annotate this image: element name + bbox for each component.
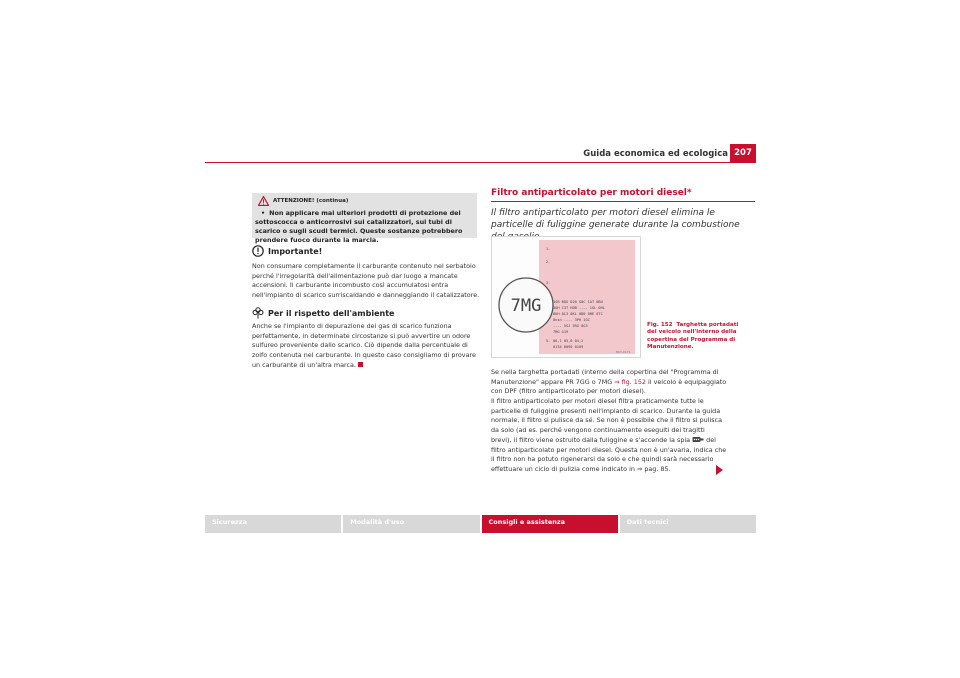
code-row-6: 7MG G19	[553, 330, 569, 334]
footer-tab-dati-tecnici[interactable]: Dati tecnici	[620, 515, 756, 533]
warning-bullet: •	[261, 209, 266, 217]
figure-cross-reference-link[interactable]: ⇒ fig. 152	[614, 377, 646, 386]
magnified-code: 7MG	[510, 296, 542, 316]
paragraph-dpf-identification	[491, 368, 727, 397]
data-plate-card	[539, 240, 635, 354]
warning-triangle-icon	[258, 196, 269, 206]
figure-caption-number: Fig. 152	[647, 322, 673, 328]
vehicle-data-plate-figure	[491, 236, 641, 358]
row-label-2: 2.	[546, 260, 551, 264]
exclamation-icon	[252, 245, 264, 257]
data-plate-illustration	[492, 237, 640, 357]
environment-text	[252, 322, 480, 371]
continue-arrow-icon	[716, 465, 723, 475]
important-title: Importante!	[268, 246, 323, 256]
bottom-row-2: 0134 0090 0109	[553, 345, 584, 349]
flower-icon	[252, 307, 264, 319]
footer-tab-consigli-assistenza[interactable]: Consigli e assistenza	[482, 515, 618, 533]
figure-caption-text: Targhetta portadati del veicolo nell'interno della copertina del Programma di Manutenzione.	[647, 322, 739, 350]
footer-nav	[205, 515, 756, 533]
footer-tab-sicurezza[interactable]: Sicurezza	[205, 515, 341, 533]
important-heading	[252, 245, 322, 257]
paragraph-dpf-function	[491, 397, 727, 475]
code-row-1: 1SB BDG D20 G0C 1AT 0BU	[553, 300, 603, 304]
page-number: 207	[730, 144, 756, 162]
para1-before: Se nella targhetta portadati (interno della copertina del "Programma di Manutenzione" appare PR 7GG o 7MG	[491, 368, 719, 386]
section-title: Filtro antiparticolato per motori diesel*	[491, 188, 692, 198]
warning-label: ATTENZIONE! (continua)	[273, 198, 349, 204]
environment-body: Anche se l'impianto di depurazione dei gas di scarico funziona perfettamente, in determinate circostanze si può avvertire un odore sulfureo proveniente dallo scarico. Ciò dipende dalla percentuale di zolfo contenuta nel carburante. In questo caso consigliamo di provare un carburante di un'altra marca.	[252, 322, 476, 369]
header-title: Guida economica ed ecologica	[583, 149, 728, 159]
environment-heading	[252, 307, 394, 319]
section-divider	[491, 201, 755, 202]
warning-text	[255, 209, 475, 245]
important-text: Non consumare completamente il carburante contenuto nel serbatoio perché l'irregolarità dell'alimentazione può dar luogo a mancate accensioni. Il carburante incombusto così accumulatosi entra nell'impianto di scarico surriscaldando e danneggiando il catalizzatore.	[252, 262, 480, 300]
code-row-3: 8UH 0L3 0KL 0B0 0HE 0TC	[553, 312, 603, 316]
code-row-4: 0nsn ---- 3PH 1GC	[553, 318, 590, 322]
para2-after: del filtro antiparticolato per motori diesel. Questa non è un'avaria, indica che il filtro non ha potuto rigenerarsi da solo e che quindi sarà necessario effettuare un ciclo di pulizia come indicato in ⇒ pag. 85.	[491, 435, 727, 473]
bottom-row-1: 06,1 05,6 04,2	[553, 339, 584, 343]
section-subtitle: Il filtro antiparticolato per motori diesel elimina le particelle di fuliggine generate durante la combustione	[491, 208, 740, 230]
dpf-warning-lamp-icon	[692, 436, 704, 443]
environment-title: Per il rispetto dell'ambiente	[268, 308, 395, 318]
row-label-1: 1.	[546, 247, 551, 251]
para2-before: Il filtro antiparticolato per motori diesel filtra praticamente tutte le particelle di fuliggine presenti nell'impianto di scarico. Durante la guida normale, il filtro si pulisce da sé. Se non è possibile che il filtro si pulisca da solo (ad es. perché vengono continuamente eseguiti dei tragitti brevi), il filtro viene ostruito dalla fuliggine e s'accende la spia	[491, 397, 723, 444]
para1-after: il veicolo è equipaggiato con DPF (filtro antiparticolato per motori diesel).	[491, 377, 727, 396]
code-row-2: 3OH C3T H0B ---- 1GL 0HL	[553, 306, 605, 310]
warning-body: Non applicare mai ulteriori prodotti di protezione del sottoscocca o anticorrosivi sui catalizzatori, sui tubi di scarico o sugli scudi termici. Queste sostanze potrebbero prendere fuoco durante la marcia.	[255, 209, 463, 244]
row-label-5: 5.	[546, 339, 551, 343]
header-divider	[205, 162, 756, 163]
row-label-3: 3.	[546, 281, 551, 285]
code-row-5: ---- 5SJ 5RG 0G3	[553, 324, 588, 328]
warning-header	[258, 196, 348, 206]
figure-caption	[647, 322, 742, 351]
footer-tab-modalita-uso[interactable]: Modalità d'uso	[343, 515, 479, 533]
figure-ref-code: B6V-0171	[616, 350, 631, 354]
warning-box	[252, 193, 477, 244]
end-of-section-marker	[358, 362, 363, 367]
